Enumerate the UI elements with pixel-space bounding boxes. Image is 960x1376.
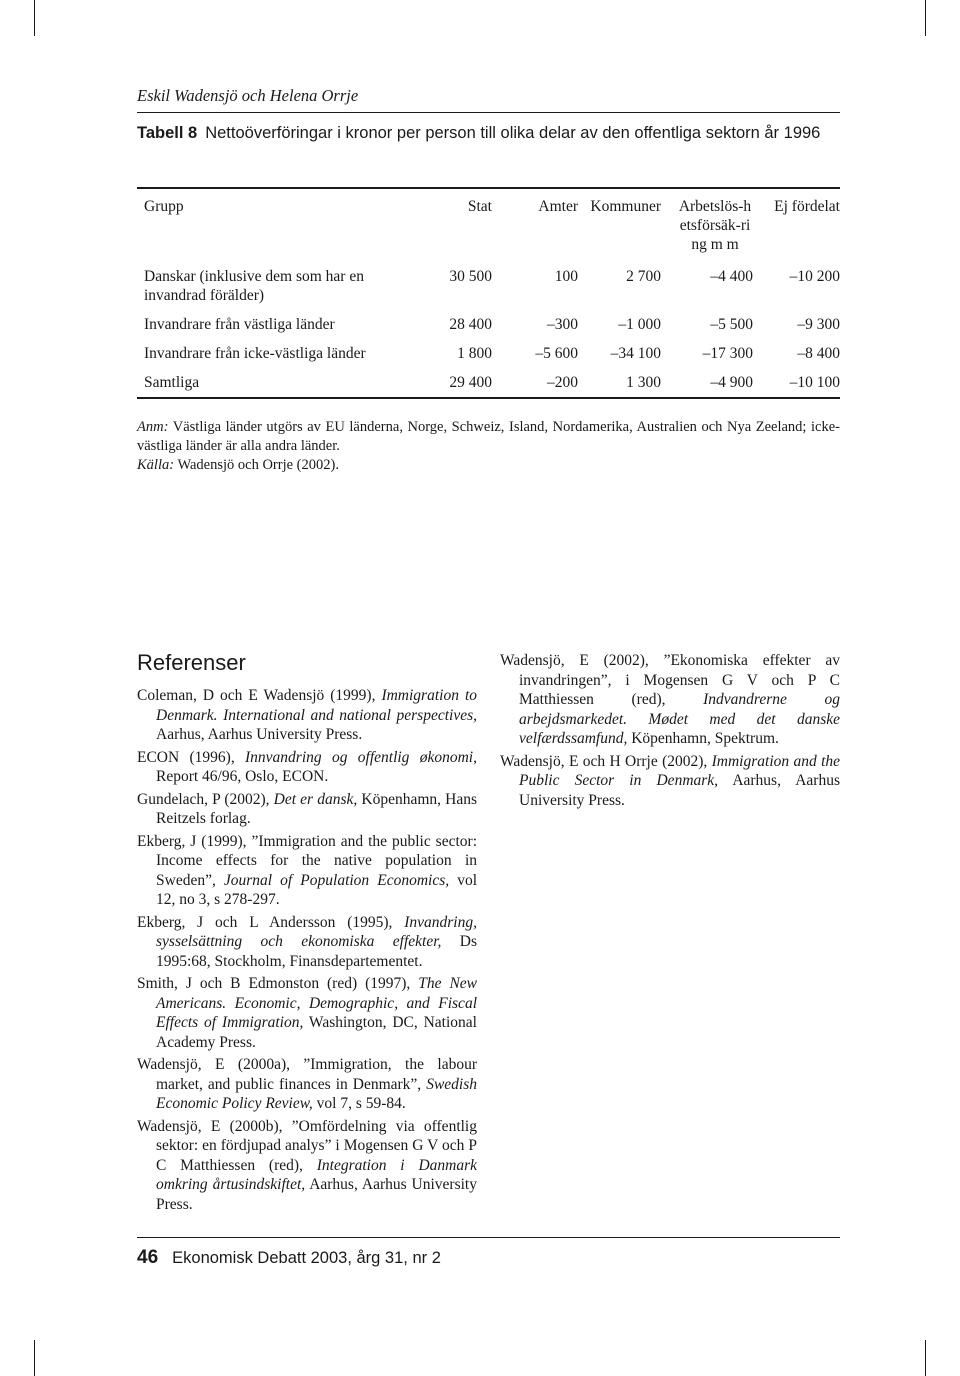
table-cell: 29 400 (449, 374, 492, 391)
reference-entry (137, 1117, 477, 1215)
table-cell: 2 700 (626, 268, 661, 285)
ref-text: Aarhus, Aarhus University Press. (156, 1176, 477, 1213)
table-cell: –17 300 (702, 345, 753, 362)
row-group-label: Samtliga (144, 374, 200, 391)
crop-mark (34, 1340, 35, 1376)
references-right-column (500, 651, 840, 813)
references-heading: Referenser (137, 650, 246, 675)
column-header: Grupp (144, 198, 184, 215)
row-group-text: Danskar (inklusive dem som har en invandrad förälder) (144, 268, 364, 304)
reference-entry (137, 974, 477, 1052)
row-group-label (137, 262, 417, 310)
ref-title: Det er dansk, (273, 790, 358, 808)
column-header: Stat (467, 198, 492, 215)
ref-text: Aarhus, Aarhus University Press. (519, 772, 840, 809)
table-cell: 100 (554, 268, 578, 285)
table-number: Tabell 8 (137, 124, 198, 142)
table-cell: –5 600 (535, 345, 578, 362)
data-table (137, 187, 840, 399)
ref-text: Coleman, D och E Wadensjö (1999), (137, 687, 382, 704)
reference-entry (137, 748, 477, 787)
table-caption-text: Nettoöverföringar i kronor per person till olika delar av den offentliga sektorn år 1996 (205, 124, 821, 142)
ref-title: Innvandring og offentlig økonomi, (245, 748, 477, 766)
ref-text: Smith, J och B Edmonston (red) (1997), (137, 975, 419, 992)
crop-mark (925, 0, 926, 36)
ref-text: Wadensjö, E (2000a), ”Immigration, the labour market, and public finances in Denmark”, (137, 1056, 477, 1093)
ref-title: Invandring, sysselsättning och ekonomiska effekter, (156, 913, 477, 950)
table-cell: –10 200 (789, 268, 840, 285)
ref-text: Washington, DC, National Academy Press. (156, 1014, 477, 1051)
table-cell: 1 800 (457, 345, 492, 362)
table-header-row (137, 189, 840, 262)
note-anm-text: Västliga länder utgörs av EU länderna, Norge, Schweiz, Island, Nordamerika, Australien och Nya Zeeland; icke-västliga länder är alla andra länder. (137, 419, 840, 454)
page-number: 46 (137, 1247, 159, 1268)
table-note (137, 418, 840, 475)
column-header: Ej fördelat (774, 198, 840, 215)
row-group-label: Invandrare från västliga länder (144, 316, 335, 333)
table-cell: –34 100 (610, 345, 661, 362)
table-cell: 30 500 (449, 268, 492, 285)
ref-text: Köpenhamn, Hans Reitzels forlag. (156, 790, 477, 827)
ref-text: Wadensjö, E (2002), ”Ekonomiska effekter av invandringen”, i Mogensen G V och P C Matthiessen (red), (500, 652, 840, 708)
header-rule (137, 112, 840, 113)
ref-text: Report 46/96, Oslo, ECON. (156, 768, 329, 785)
ref-title: Immigration and the Public Sector in Denmark, (519, 752, 840, 789)
table-row (137, 310, 840, 339)
ref-title: Integration i Danmark omkring årtusindskiftet, (156, 1156, 477, 1193)
reference-entry (137, 790, 477, 829)
ref-title: Journal of Population Economics, (223, 871, 450, 889)
ref-text: Ekberg, J (1999), ”Immigration and the public sector: Income effects for the native population in Sweden”, (137, 832, 477, 889)
table-cell: –4 900 (710, 374, 753, 391)
ref-text: Wadensjö, E (2000b), ”Omfördelning via offentlig sektor: en fördjupad analys” i Mogensen G V och P C Matthiessen (red), (137, 1117, 477, 1174)
table-bottom-rule (137, 397, 840, 399)
reference-entry (137, 686, 477, 745)
table-cell: –1 000 (618, 316, 661, 333)
note-anm (137, 418, 840, 456)
footer-rule (137, 1237, 840, 1238)
ref-text: vol 7, s 59-84. (312, 1095, 406, 1112)
ref-title: The New Americans. Economic, Demographic, and Fiscal Effects of Immigration, (156, 975, 478, 1031)
table-cell: –5 500 (710, 316, 753, 333)
references-left-column (137, 686, 477, 1217)
table-cell: –8 400 (797, 345, 840, 362)
table-cell: –10 100 (789, 374, 840, 391)
column-header (661, 189, 753, 262)
ref-text: Gundelach, P (2002), (137, 790, 274, 808)
running-header: Eskil Wadensjö och Helena Orrje (137, 86, 359, 105)
table-row (137, 262, 840, 310)
ref-text: Aarhus, Aarhus University Press. (156, 726, 363, 743)
table-caption (137, 122, 840, 145)
reference-entry (500, 752, 840, 811)
table-row (137, 339, 840, 368)
reference-entry (137, 913, 477, 972)
ref-text: Köpenhamn, Spektrum. (627, 730, 779, 747)
ref-title: Swedish Economic Policy Review, (156, 1075, 477, 1112)
ref-text: ECON (1996), (137, 748, 246, 766)
ref-title: Immigration to Denmark. International and national perspectives, (156, 687, 477, 724)
note-source-label: Källa: (137, 457, 175, 473)
ref-text: vol 12, no 3, s 278-297. (156, 871, 477, 908)
ref-text: Wadensjö, E och H Orrje (2002), (500, 752, 712, 770)
column-header: Amter (538, 198, 578, 215)
table-row (137, 368, 840, 397)
reference-entry (500, 651, 840, 749)
ref-title: Indvandrerne og arbejdsmarkedet. Mødet med det danske velfærdssamfund, (519, 691, 840, 747)
row-group-label: Invandrare från icke-västliga länder (144, 345, 366, 362)
reference-entry (137, 832, 477, 910)
table-cell: –300 (547, 316, 578, 333)
page-footer (137, 1247, 441, 1269)
ref-text: Ds 1995:68, Stockholm, Finansdepartementet. (156, 933, 477, 970)
crop-mark (925, 1340, 926, 1376)
reference-entry (137, 1055, 477, 1114)
note-source-text: Wadensjö och Orrje (2002). (177, 457, 339, 473)
note-anm-label: Anm: (137, 419, 169, 435)
journal-name: Ekonomisk Debatt 2003, årg 31, nr 2 (172, 1249, 441, 1267)
ref-text: Ekberg, J och L Andersson (1995), (137, 913, 405, 931)
table-cell: 1 300 (626, 374, 661, 391)
table-cell: –4 400 (710, 268, 753, 285)
column-header-text: Arbetslös-hetsförsäk-ring m m (678, 198, 752, 253)
table-cell: 28 400 (449, 316, 492, 333)
table-cell: –9 300 (797, 316, 840, 333)
table-cell: –200 (547, 374, 578, 391)
note-source (137, 456, 840, 475)
crop-mark (34, 0, 35, 36)
column-header: Kommuner (590, 198, 661, 215)
